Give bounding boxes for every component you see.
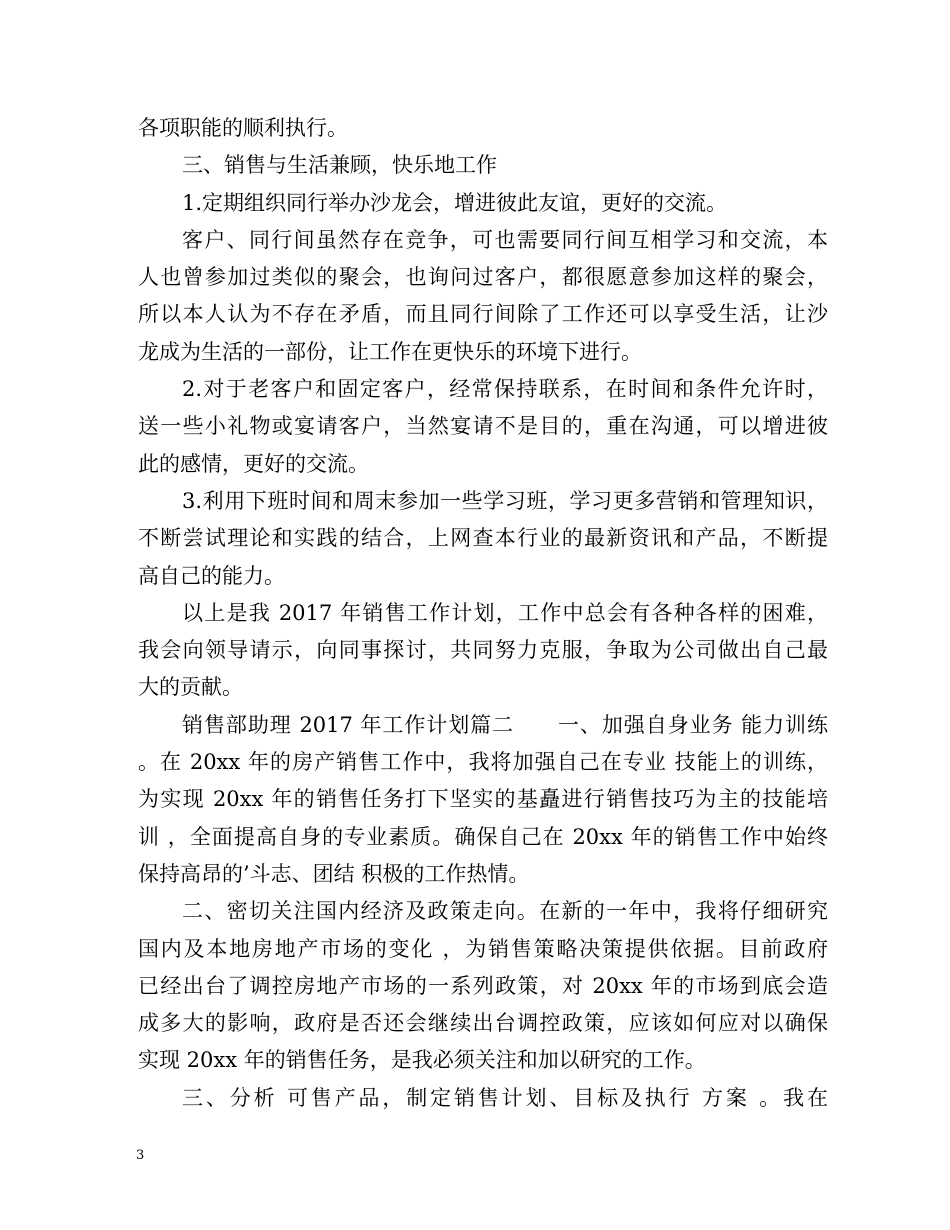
text-line: 1.定期组织同行举办沙龙会，增进彼此友谊，更好的交流。 <box>182 190 728 215</box>
text-line: 以上是我 2017 年销售工作计划，工作中总会有各种各样的困难， <box>182 600 828 625</box>
text-line: 2.对于老客户和固定客户，经常保持联系，在时间和条件允许时， <box>182 377 828 402</box>
text-line: 客户、同行间虽然存在竞争，可也需要同行间互相学习和交流，本 <box>182 227 828 252</box>
text-line: 成多大的影响，政府是否还会继续出台调控政策，应该如何应对以确保 <box>138 1011 828 1036</box>
text-line: 三、销售与生活兼顾，快乐地工作 <box>182 153 497 178</box>
text-line: 为实现 20xx 年的销售任务打下坚实的基矗进行销售技巧为主的技能培 <box>138 787 828 812</box>
text-line: 已经出台了调控房地产市场的一系列政策，对 20xx 年的市场到底会造 <box>138 973 828 998</box>
text-line: 各项职能的顺利执行。 <box>138 116 348 140</box>
text-line: 国内及本地房地产市场的变化 ，为销售策略决策提供依据。目前政府 <box>138 936 828 961</box>
text-line: 3.利用下班时间和周末参加一些学习班，学习更多营销和管理知识， <box>182 488 828 513</box>
text-line: 此的感情，更好的交流。 <box>138 451 369 476</box>
text-line: 训 ，全面提高自身的专业素质。确保自己在 20xx 年的销售工作中始终 <box>138 824 828 849</box>
text-line: 实现 20xx 年的销售任务，是我必须关注和加以研究的工作。 <box>138 1048 706 1073</box>
text-line: 大的贡献。 <box>138 675 243 700</box>
text-line: 保持高昂的’斗志、团结 积极的工作热情。 <box>138 861 530 886</box>
text-line: 龙成为生活的一部份，让工作在更快乐的环境下进行。 <box>138 339 642 364</box>
text-line: 我会向领导请示，向同事探讨，共同努力克服，争取为公司做出自己最 <box>138 638 828 663</box>
text-line: 所以本人认为不存在矛盾，而且同行间除了工作还可以享受生活，让沙 <box>138 302 828 327</box>
text-line: 送一些小礼物或宴请客户，当然宴请不是目的，重在沟通，可以增进彼 <box>138 414 828 439</box>
text-line: 销售部助理 2017 年工作计划篇二 一、加强自身业务 能力训练 <box>182 712 828 737</box>
page-number: 3 <box>136 1148 145 1163</box>
text-line: 人也曾参加过类似的聚会，也询问过客户，都很愿意参加这样的聚会， <box>138 265 828 290</box>
text-line: 。在 20xx 年的房产销售工作中，我将加强自己在专业 技能上的训练， <box>138 750 828 775</box>
text-line: 二、密切关注国内经济及政策走向。在新的一年中，我将仔细研究 <box>182 899 828 924</box>
text-line: 不断尝试理论和实践的结合，上网查本行业的最新资讯和产品，不断提 <box>138 526 828 551</box>
body-text <box>138 110 828 1117</box>
text-line: 高自己的能力。 <box>138 563 285 588</box>
text-line: 三、分析 可售产品，制定销售计划、目标及执行 方案 。我在 <box>182 1085 828 1110</box>
